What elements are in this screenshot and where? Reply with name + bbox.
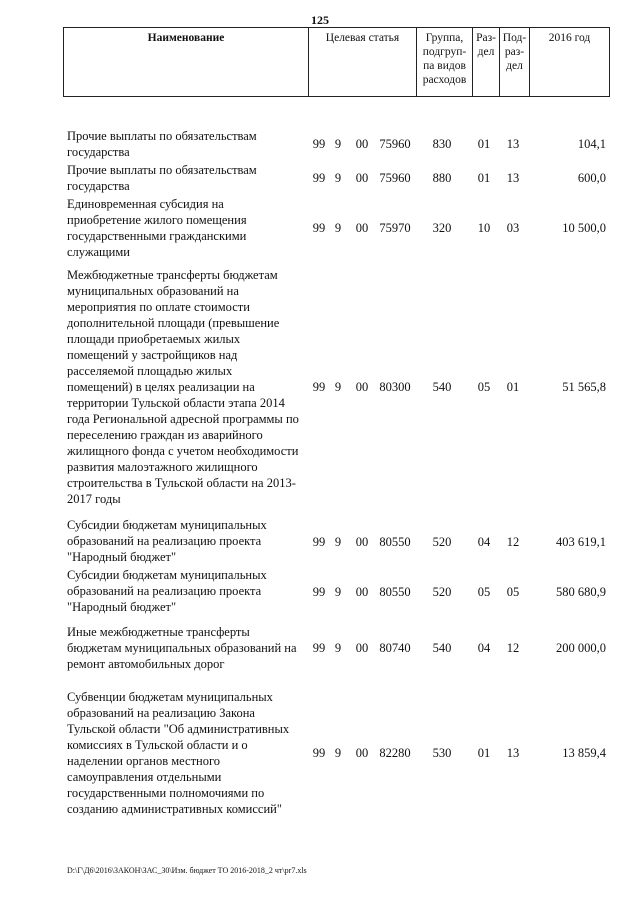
- subsection-code: 13: [506, 171, 520, 185]
- target-a: 99: [312, 221, 326, 235]
- row-name-line: мероприятия по оплате стоимости: [67, 300, 250, 314]
- header-group: Группа, подгруп- па видов расходов: [417, 28, 473, 96]
- row-name-line: государственными полномочиями по: [67, 786, 265, 800]
- group-code: 320: [432, 221, 452, 235]
- target-c: 00: [355, 137, 369, 151]
- target-b: 9: [334, 380, 342, 394]
- target-code: 80300: [379, 380, 411, 394]
- row-name-line: переселению граждан из аварийного: [67, 428, 263, 442]
- group-code: 520: [432, 585, 452, 599]
- section-code: 01: [477, 746, 491, 760]
- target-b: 9: [334, 171, 342, 185]
- subsection-code: 01: [506, 380, 520, 394]
- target-a: 99: [312, 585, 326, 599]
- target-c: 00: [355, 380, 369, 394]
- row-name-line: года Региональной адресной программы по: [67, 412, 299, 426]
- target-a: 99: [312, 535, 326, 549]
- target-code: 82280: [379, 746, 411, 760]
- section-code: 05: [477, 585, 491, 599]
- subsection-code: 12: [506, 641, 520, 655]
- row-name: [67, 196, 307, 260]
- target-c: 00: [355, 535, 369, 549]
- row-name-line: Субсидии бюджетам муниципальных: [67, 518, 267, 532]
- row-name-line: "Народный бюджет": [67, 600, 177, 614]
- group-code: 540: [432, 380, 452, 394]
- subsection-code: 05: [506, 585, 520, 599]
- header-year: 2016 год: [548, 32, 591, 44]
- group-code: 530: [432, 746, 452, 760]
- section-code: 01: [477, 171, 491, 185]
- row-name-line: приобретение жилого помещения: [67, 213, 247, 227]
- amount-2016: 600,0: [577, 171, 606, 185]
- target-b: 9: [334, 641, 342, 655]
- row-name: [67, 128, 307, 160]
- row-name-line: образований на реализацию проекта: [67, 584, 262, 598]
- amount-2016: 104,1: [577, 137, 606, 151]
- group-code: 880: [432, 171, 452, 185]
- file-path-footer: D:\Г\Д6\2016\ЗАКОН\ЗАС_30\Изм. бюджет ТО 2016-2018_2 чт\pr7.xls: [67, 866, 307, 875]
- row-name-line: помещений) в целях реализации на: [67, 380, 255, 394]
- row-name-line: комиссиях в Тульской области и о: [67, 738, 248, 752]
- target-b: 9: [334, 746, 342, 760]
- row-name: [67, 624, 307, 672]
- row-name: [67, 567, 307, 615]
- row-name-line: наделении органов местного: [67, 754, 221, 768]
- target-code: 75970: [379, 221, 411, 235]
- row-name-line: государственными гражданскими: [67, 229, 247, 243]
- row-name-line: "Народный бюджет": [67, 550, 177, 564]
- row-name-line: расселяемой площадью жилых: [67, 364, 233, 378]
- row-name: [67, 162, 307, 194]
- row-name-line: Прочие выплаты по обязательствам: [67, 129, 257, 143]
- target-code: 75960: [379, 137, 411, 151]
- row-name: [67, 517, 307, 565]
- row-name: [67, 267, 307, 507]
- row-name-line: муниципальных образований на: [67, 284, 239, 298]
- header-subsection: Под- раз- дел: [500, 28, 530, 96]
- row-name-line: служащими: [67, 245, 130, 259]
- target-code: 75960: [379, 171, 411, 185]
- row-name-line: территории Тульской области этапа 2014: [67, 396, 285, 410]
- row-name-line: Единовременная субсидия на: [67, 197, 224, 211]
- row-name-line: ремонт автомобильных дорог: [67, 657, 225, 671]
- row-name-line: помещений у застройщиков над: [67, 348, 238, 362]
- target-b: 9: [334, 137, 342, 151]
- row-name-line: созданию административных комиссий": [67, 802, 282, 816]
- amount-2016: 403 619,1: [556, 535, 606, 549]
- row-name-line: Прочие выплаты по обязательствам: [67, 163, 257, 177]
- target-a: 99: [312, 641, 326, 655]
- row-name-line: Тульской области "Об административных: [67, 722, 290, 736]
- target-c: 00: [355, 221, 369, 235]
- header-name: Наименование: [64, 28, 309, 96]
- header-target: Целевая статья: [309, 28, 417, 96]
- group-code: 540: [432, 641, 452, 655]
- target-c: 00: [355, 746, 369, 760]
- amount-2016: 200 000,0: [556, 641, 606, 655]
- group-code: 830: [432, 137, 452, 151]
- row-name-line: Субсидии бюджетам муниципальных: [67, 568, 267, 582]
- row-name-line: образований на реализацию проекта: [67, 534, 262, 548]
- row-name: [67, 689, 307, 817]
- amount-2016: 13 859,4: [562, 746, 606, 760]
- row-name-line: образований на реализацию Закона: [67, 706, 255, 720]
- row-name-line: развития малоэтажного жилищного: [67, 460, 258, 474]
- row-name-line: дополнительной площади (превышение: [67, 316, 280, 330]
- row-name-line: 2017 годы: [67, 492, 121, 506]
- section-code: 04: [477, 641, 491, 655]
- row-name-line: строительства в Тульской области на 2013-: [67, 476, 296, 490]
- section-code: 01: [477, 137, 491, 151]
- row-name-line: Иные межбюджетные трансферты: [67, 625, 250, 639]
- subsection-code: 12: [506, 535, 520, 549]
- group-code: 520: [432, 535, 452, 549]
- target-a: 99: [312, 171, 326, 185]
- target-c: 00: [355, 585, 369, 599]
- subsection-code: 13: [506, 137, 520, 151]
- target-a: 99: [312, 746, 326, 760]
- page-number: 125: [311, 13, 329, 27]
- target-a: 99: [312, 380, 326, 394]
- section-code: 10: [477, 221, 491, 235]
- target-b: 9: [334, 535, 342, 549]
- target-b: 9: [334, 221, 342, 235]
- section-code: 05: [477, 380, 491, 394]
- target-code: 80550: [379, 585, 411, 599]
- target-code: 80740: [379, 641, 411, 655]
- amount-2016: 10 500,0: [562, 221, 606, 235]
- row-name-line: жилищного фонда с учетом необходимости: [67, 444, 299, 458]
- row-name-line: государства: [67, 179, 130, 193]
- row-name-line: площади приобретаемых жилых: [67, 332, 241, 346]
- row-name-line: самоуправления отдельными: [67, 770, 222, 784]
- subsection-code: 13: [506, 746, 520, 760]
- target-c: 00: [355, 171, 369, 185]
- row-name-line: государства: [67, 145, 130, 159]
- section-code: 04: [477, 535, 491, 549]
- row-name-line: Субвенции бюджетам муниципальных: [67, 690, 273, 704]
- target-code: 80550: [379, 535, 411, 549]
- target-b: 9: [334, 585, 342, 599]
- header-section: Раз- дел: [473, 28, 500, 96]
- row-name-line: бюджетам муниципальных образований на: [67, 641, 297, 655]
- row-name-line: Межбюджетные трансферты бюджетам: [67, 268, 278, 282]
- amount-2016: 51 565,8: [562, 380, 606, 394]
- amount-2016: 580 680,9: [556, 585, 606, 599]
- target-a: 99: [312, 137, 326, 151]
- target-c: 00: [355, 641, 369, 655]
- subsection-code: 03: [506, 221, 520, 235]
- table-header: [63, 27, 610, 97]
